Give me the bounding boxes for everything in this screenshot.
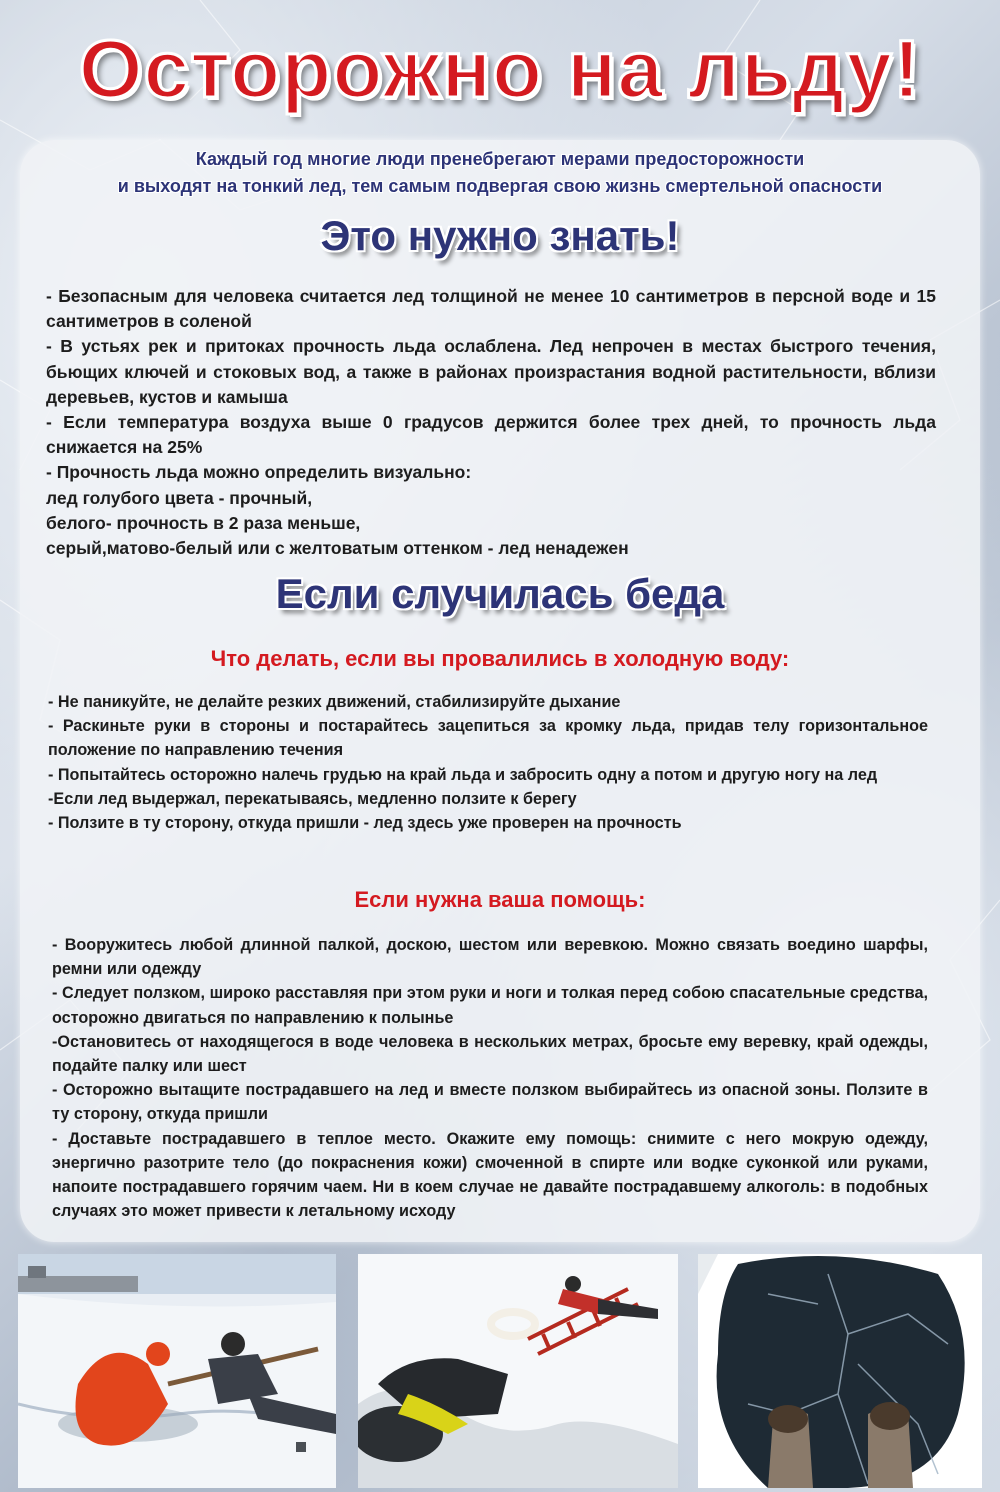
- know-item: лед голубого цвета - прочный,: [46, 487, 313, 508]
- know-item: серый,матово-белый или с желтоватым оттенком - лед ненадежен: [46, 538, 629, 559]
- photo-strip: [0, 1254, 1000, 1492]
- help-item: - Вооружитесь любой длинной палкой, доскою, шестом или веревкою. Можно связать воедино шарфы, ремни или одежду: [52, 936, 928, 979]
- thin-ice-photo: [698, 1254, 982, 1488]
- intro-line-2: и выходят на тонкий лед, тем самым подвергая свою жизнь смертельной опасности: [117, 176, 883, 196]
- know-item: белого- прочность в 2 раза меньше,: [46, 512, 361, 533]
- help-heading: Если нужна ваша помощь:: [354, 887, 646, 912]
- fell-item: -Если лед выдержал, перекатываясь, медленно ползите к берегу: [48, 789, 577, 808]
- know-item: - Безопасным для человека считается лед толщиной не менее 10 сантиметров в персной воде и 15 сантиметров в соленой: [46, 286, 936, 332]
- intro-line-1: Каждый год многие люди пренебрегают мерами предосторожности: [195, 149, 805, 169]
- help-item: - Осторожно вытащите пострадавшего на лед и вместе ползком выбирайтесь из опасной зоны. Ползите в ту сторону, откуда пришли: [52, 1081, 928, 1124]
- fell-item: - Ползите в ту сторону, откуда пришли - лед здесь уже проверен на прочность: [48, 814, 682, 833]
- fell-heading: Что делать, если вы провалились в холодную воду:: [210, 646, 790, 671]
- poster-title: Осторожно на льду!: [78, 24, 922, 115]
- know-item: - Если температура воздуха выше 0 градусов держится более трех дней, то прочность льда снижается на 25%: [46, 412, 936, 458]
- rescue-ladder-photo: [358, 1254, 678, 1488]
- rescue-pole-photo: [18, 1254, 336, 1488]
- help-section: [52, 933, 928, 1223]
- know-heading: Это нужно знать!: [320, 212, 680, 259]
- help-item: - Доставьте пострадавшего в теплое место. Окажите ему помощь: снимите с него мокрую одежду, энергично разотрите тело (до покраснения кожи) смоченной в спирте или водке суконкой или руками, напоите пострадавшего горячим чаем. Ни в коем случае не давайте пострадавшему алкоголь: в подобных случаях это может привести к летальному исходу: [52, 1129, 928, 1221]
- know-item: - В устьях рек и притоках прочность льда ослаблена. Лед непрочен в местах быстрого течения, бьющих ключей и стоковых вод, а также в районах произрастания водной растительности, вблизи деревьев, кустов и камыша: [46, 336, 936, 407]
- help-item: -Остановитесь от находящегося в воде человека в нескольких метрах, бросьте ему веревку, край одежды, подайте палку или шест: [52, 1032, 928, 1076]
- trouble-heading: Если случилась беда: [275, 570, 725, 617]
- fell-section: [48, 690, 928, 835]
- help-item: - Следует ползком, широко расставляя при этом руки и ноги и толкая перед собою спасательные средства, осторожно двигаться по направлению к полынье: [52, 984, 928, 1027]
- know-item: - Прочность льда можно определить визуально:: [46, 462, 472, 483]
- fell-item: - Не паникуйте, не делайте резких движений, стабилизируйте дыхание: [48, 693, 621, 711]
- intro-text: [0, 146, 1000, 200]
- fell-item: - Попытайтесь осторожно налечь грудью на край льда и забросить одну а потом и другую ногу на лед: [48, 765, 878, 784]
- know-section: [46, 284, 936, 561]
- fell-item: - Раскиньте руки в стороны и постарайтесь зацепиться за кромку льда, придав телу горизонтальное положение по направлению течения: [48, 717, 928, 760]
